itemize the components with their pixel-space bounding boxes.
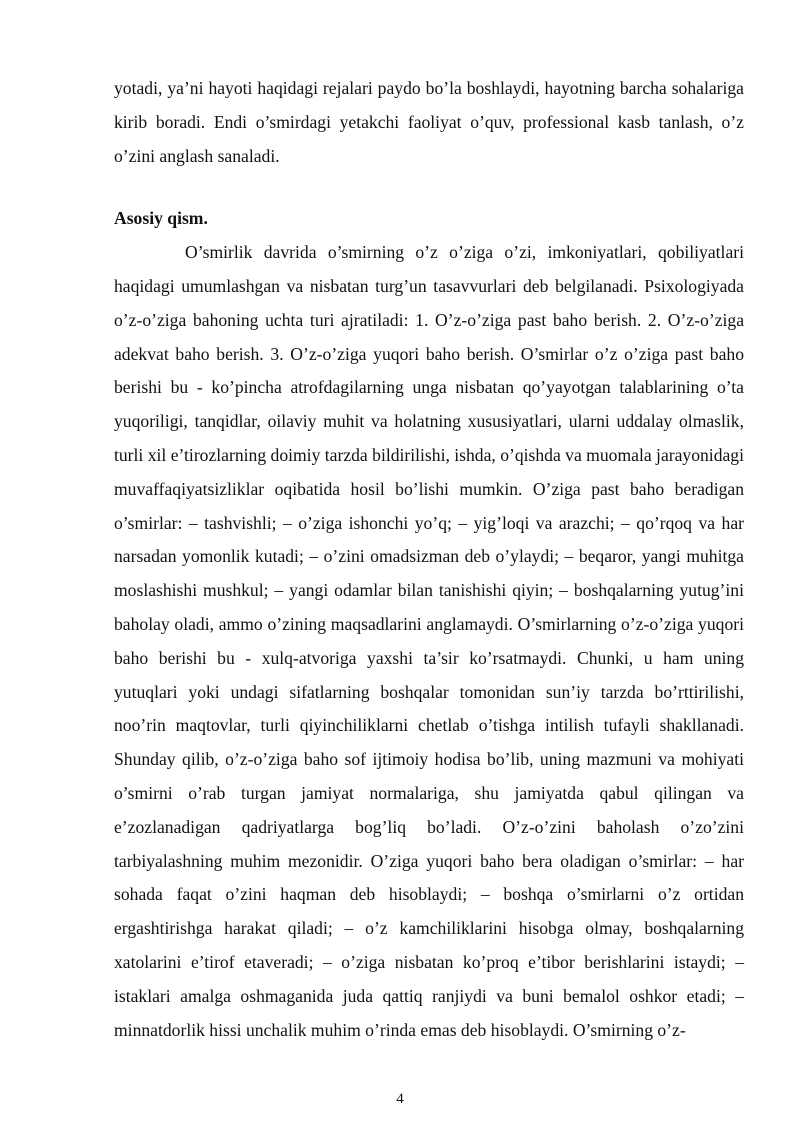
intro-paragraph: yotadi, ya’ni hayoti haqidagi rejalari paydo bo’la boshlaydi, hayotning barcha sohalariga kirib boradi. Endi o’smirdagi yetakchi faoliyat o’quv, professional kasb tanlash, o’z o’zini anglash sanaladi.: [114, 78, 744, 166]
main-paragraph: O’smirlik davrida o’smirning o’z o’ziga o’zi, imkoniyatlari, qobiliyatlari haqidagi umumlashgan va nisbatan turg’un tasavvurlari deb belgilanadi. Psixologiyada o’z-o’ziga bahoning uchta turi ajratiladi: 1. O’z-o’ziga past baho berish. 2. O’z-o’ziga adekvat baho berish. 3. O’z-o’ziga yuqori baho berish. O’smirlar o’z o’ziga past baho berishi bu - ko’pincha atrofdagilarning unga nisbatan qo’yayotgan talablarining o’ta yuqoriligi, tanqidlar, oilaviy muhit va holatning xususiyatlari, ularni uddalay olmaslik, turli xil e’tirozlarning doimiy tarzda bildirilishi, ishda, o’qishda va muomala jarayonidagi muvaffaqiyatsizliklar oqibatida hosil bo’lishi mumkin. O’ziga past baho beradigan o’smirlar: – tashvishli; – o’ziga ishonchi yo’q; – yig’loqi va arazchi; – qo’rqoq va har narsadan yomonlik kutadi; – o’zini omadsizman deb o’ylaydi; – beqaror, yangi muhitga moslashishi mushkul; – yangi odamlar bilan tanishishi qiyin; – boshqalarning yutug’ini baholay oladi, ammo o’zining maqsadlarini anglamaydi. O’smirlarning o’z-o’ziga yuqori baho berishi bu - xulq-atvoriga yaxshi ta’sir ko’rsatmaydi. Chunki, u ham uning yutuqlari yoki undagi sifatlarning boshqalar tomonidan sun’iy tarzda bo’rttirilishi, noo’rin maqtovlar, turli qiyinchiliklarni chetlab o’tishga intilish tufayli shakllanadi. Shunday qilib, o’z-o’ziga baho sof ijtimoiy hodisa bo’lib, uning mazmuni va mohiyati o’smirni o’rab turgan jamiyat normalariga, shu jamiyatda qabul qilingan va e’zozlanadigan qadriyatlarga bog’liq bo’ladi. O’z-o’zini baholash o’zo’zini tarbiyalashning muhim mezonidir. O’ziga yuqori baho bera oladigan o’smirlar: – har sohada faqat o’zini haqman deb hisoblaydi; – boshqa o’smirlarni o’z ortidan ergashtirishga harakat qiladi; – o’z kamchiliklarini hisobga olmay, boshqalarning xatolarini e’tirof etaveradi; – o’ziga nisbatan ko’proq e’tibor berishlarini istaydi; – istaklari amalga oshmaganida juda qattiq ranjiydi va buni bemalol oshkor etadi; – minnatdorlik hissi unchalik muhim o’rinda emas deb hisoblaydi. O’smirning o’z-: [114, 242, 744, 1040]
document-page: [114, 72, 744, 1047]
page-number: 4: [396, 1091, 404, 1107]
section-heading: Asosiy qism.: [114, 208, 208, 229]
